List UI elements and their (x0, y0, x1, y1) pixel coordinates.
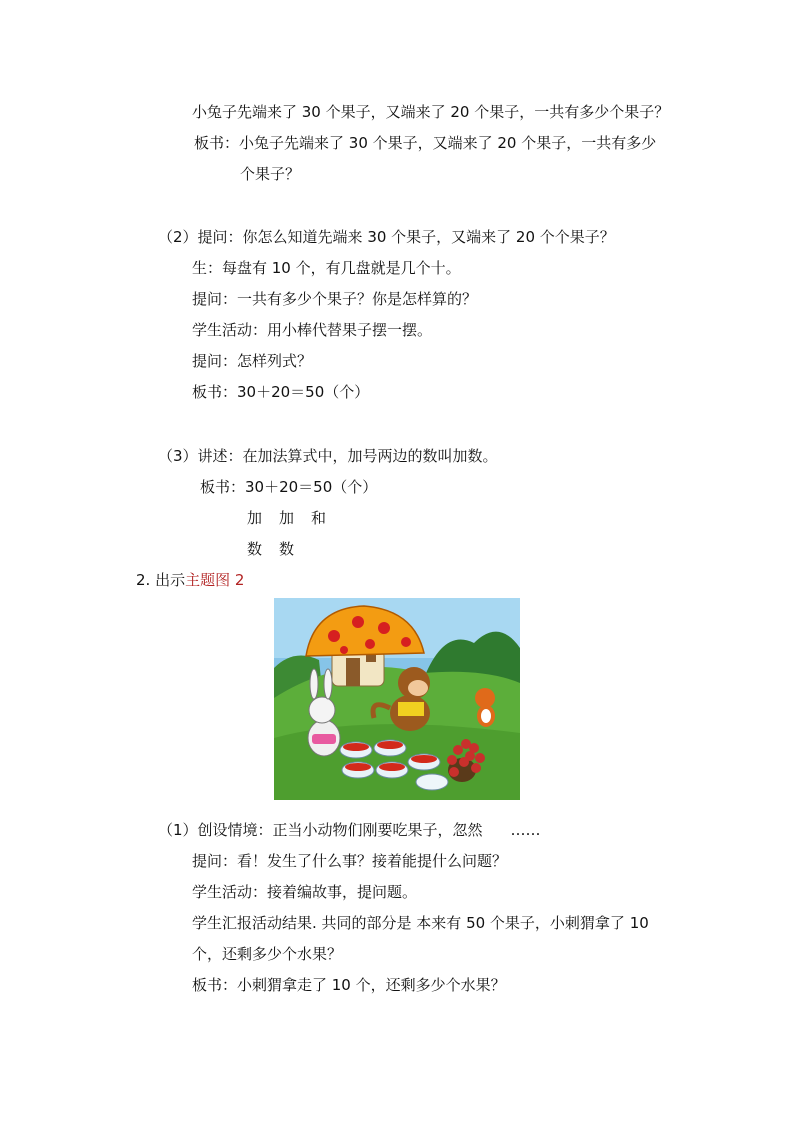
theme-figure-link[interactable]: 主题图 2 (185, 571, 245, 589)
board-equation: 板书：30＋20＝50（个） (200, 478, 378, 496)
term-label-shu-2: 数 (279, 540, 295, 558)
step-1-scenario (158, 820, 541, 840)
term-label-he: 和 (311, 509, 327, 527)
question-text: 小兔子先端来了 30 个果子，又端来了 20 个果子，一共有多少个果子？ (192, 103, 670, 121)
board-equation: 板书：30＋20＝50（个） (192, 383, 370, 401)
term-label-shu-1: 数 (247, 540, 263, 558)
term-label-jia-1: 加 (247, 509, 263, 527)
term-label-jia-2: 加 (279, 509, 295, 527)
question-line: 提问：一共有多少个果子？你是怎样算的？ (192, 290, 478, 308)
board-writing-line: 板书：小兔子先端来了 30 个果子，又端来了 20 个果子，一共有多少 (194, 134, 657, 152)
scenario-text: （1）创设情境：正当小动物们刚要吃果子，忽然 (158, 821, 483, 839)
board-writing-continuation: 个果子？ (240, 165, 301, 183)
step-2-question: （2）提问：你怎么知道先端来 30 个果子，又端来了 20 个个果子？ (158, 228, 615, 246)
theme-illustration (274, 598, 520, 800)
student-answer: 生：每盘有 10 个，有几盘就是几个十。 (192, 259, 461, 277)
student-activity: 学生活动：接着编故事，提问题。 (192, 883, 418, 901)
section-2-heading (136, 570, 244, 590)
ellipsis: …… (510, 821, 541, 839)
section-2-prefix: 2. 出示 (136, 571, 186, 589)
student-activity: 学生活动：用小棒代替果子摆一摆。 (192, 321, 433, 339)
board-writing-line: 板书：小刺猬拿走了 10 个，还剩多少个水果？ (192, 976, 506, 994)
student-report-continuation: 个，还剩多少个水果？ (192, 945, 343, 963)
question-line: 提问：看！发生了什么事？接着能提什么问题？ (192, 852, 508, 870)
step-3-explanation: （3）讲述：在加法算式中，加号两边的数叫加数。 (158, 447, 498, 465)
question-line: 提问：怎样列式？ (192, 352, 313, 370)
student-report: 学生汇报活动结果. 共同的部分是 本来有 50 个果子，小刺猬拿了 10 (192, 914, 649, 932)
